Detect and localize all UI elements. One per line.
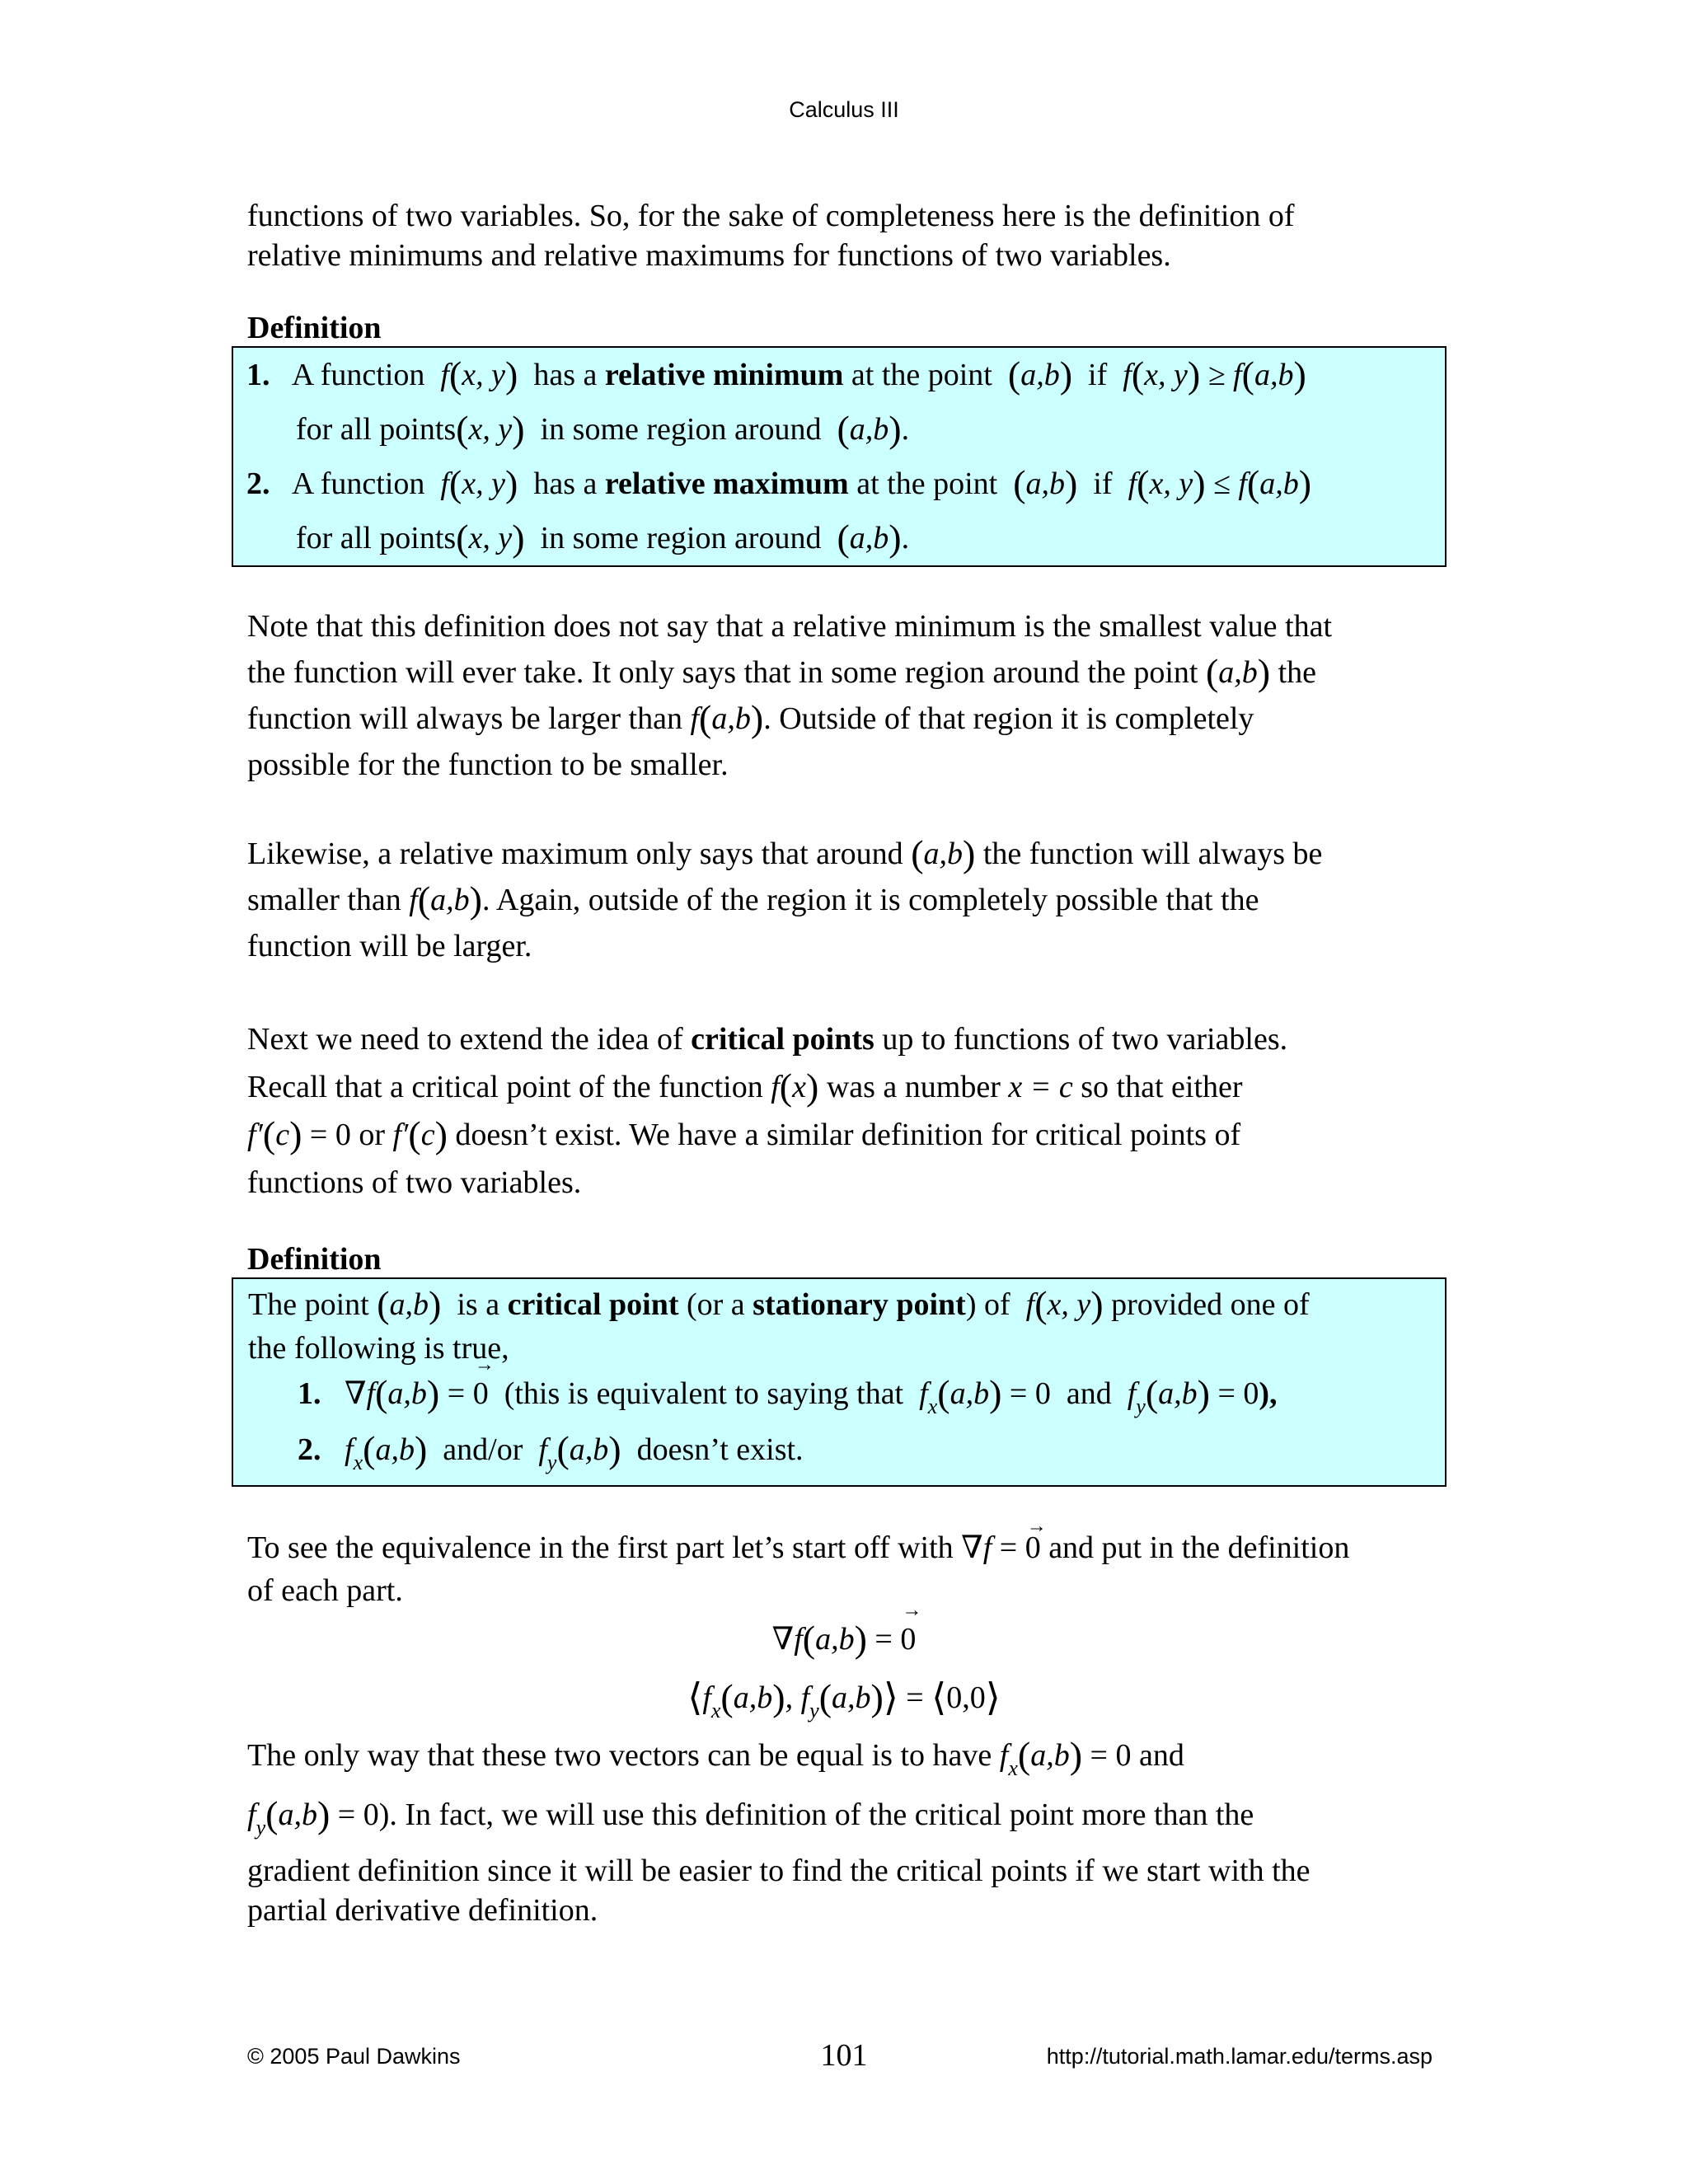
intro-paragraph: functions of two variables. So, for the sake of completeness here is the definition of relative minimums and relative maximums for functions of two variables. xyxy=(247,199,1295,273)
note-paragraph: Note that this definition does not say that a relative minimum is the smallest value that the function will ever take. It only says that in some region around the point (a,b) the function will always be larger than f(a,b). Outside of that region it is completely possible for the function to be smaller. xyxy=(247,609,1333,782)
def2-line2: the following is true, xyxy=(248,1331,509,1366)
equation-components: $⟨f_x(a,b)$, $f_y(a,b)⟩$ = ⟨0,0⟩ xyxy=(687,1676,1001,1722)
def2-line1: The point (a,b) is a critical point (or a stationary point) of f(x, y) provided one of xyxy=(248,1283,1310,1325)
def2-item1: 1. ∇f(a,b) = 0 → (this is equivalent to saying that $f_x(a,b) = 0$ and $f_y(a,b) = 0$), xyxy=(298,1371,1278,1419)
page-header: Calculus III xyxy=(789,97,899,122)
def1-item2: 2. A function f(x, y) has a relative maximum at the point (a,b) if f(x, y) ≤ f(a,b) xyxy=(246,462,1312,504)
page-number: 101 xyxy=(820,2038,868,2073)
footer-copyright: © 2005 Paul Dawkins xyxy=(247,2044,461,2069)
def1-item2-cont: for all points(x, y) in some region around (a,b). xyxy=(296,517,910,559)
equation-gradient: ∇f(a,b) = 0 → xyxy=(0,1617,1688,1661)
def2-item2: 2. $f_x(a,b)$ and/or $f_y(a,b)$ doesn’t exist. xyxy=(298,1428,804,1474)
critical-points-intro: Next we need to extend the idea of critical points up to functions of two variables. Recall that a critical point of the function f(x) was a number x = c so that either f′(c) = 0 or f′(c) doesn’t exist. We have a similar definition for critical points of functions of two variables. xyxy=(247,1022,1288,1200)
def1-item1-cont: for all points(x, y) in some region around (a,b). xyxy=(296,408,910,450)
definition-box-relative-extrema xyxy=(232,346,1447,567)
footer-url[interactable]: http://tutorial.math.lamar.edu/terms.asp xyxy=(1046,2044,1432,2069)
definition-box-critical-point xyxy=(232,1277,1447,1487)
equivalence-paragraph: To see the equivalence in the first part let’s start off with ∇f = 0 → and put in the definition of each part. xyxy=(247,1526,1459,1612)
definition-heading: Definition xyxy=(247,311,382,345)
likewise-paragraph: Likewise, a relative maximum only says that around (a,b) the function will always be smaller than f(a,b). Again, outside of the region it is completely possible that the function will be larger. xyxy=(247,832,1323,963)
closing-paragraph: The only way that these two vectors can be equal is to have $f_x(a,b) = 0$ and $f_y(a,b) = 0$). In fact, we will use this definition of the critical point more than the gradient definition since it will be easier to find the critical points if we start with the partial derivative definition. xyxy=(247,1734,1311,1928)
definition-heading-2: Definition xyxy=(247,1242,382,1277)
def1-item1: 1. A function f(x, y) has a relative minimum at the point (a,b) if f(x, y) ≥ f(a,b) xyxy=(246,354,1306,396)
